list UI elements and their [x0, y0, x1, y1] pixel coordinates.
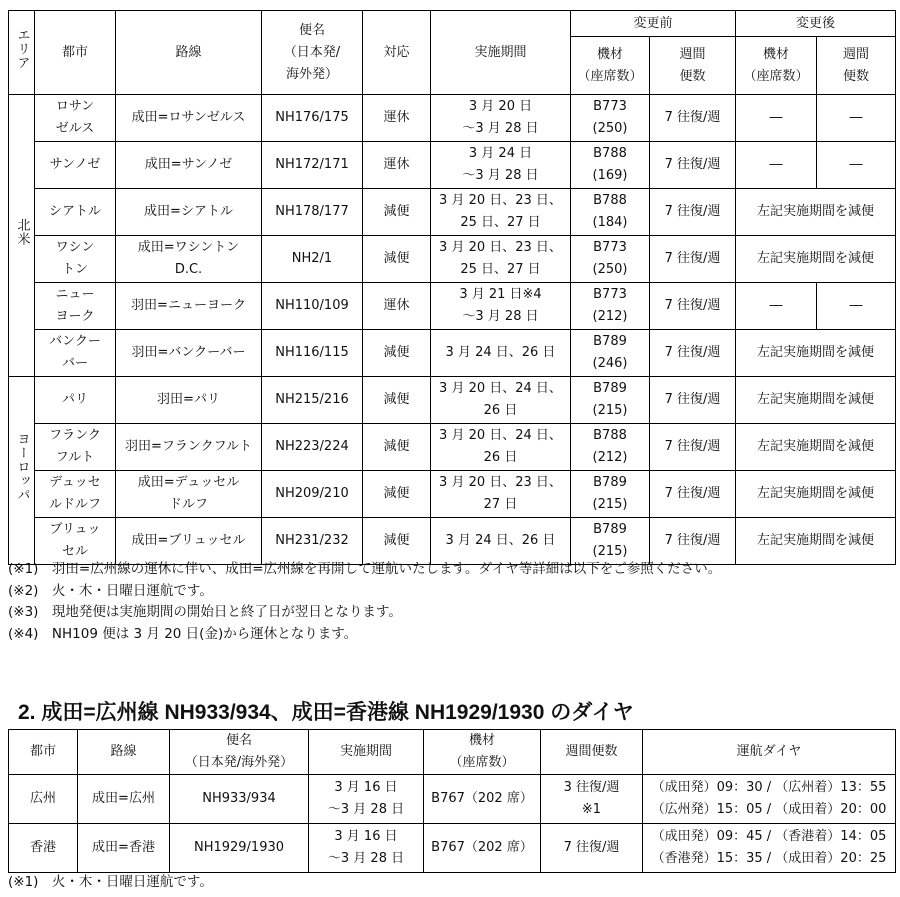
- cell-line: 3 月 20 日、23 日、: [439, 193, 562, 208]
- route-cell: [116, 142, 262, 189]
- cell-line: ～3 月 28 日: [327, 851, 405, 866]
- weekly-cell: 7 往復/週: [650, 471, 736, 518]
- after-change-cell: 左記実施期間を減便: [736, 236, 896, 283]
- equipment-cell: B767（202 席）: [424, 824, 541, 873]
- header-period: 実施期間: [431, 11, 571, 95]
- cell-line: B788: [593, 193, 627, 208]
- footnote: (※1) 羽田=広州線の運休に伴い、成田=広州線を再開して運航いたします。ダイヤ等詳細は以下をご参照ください。: [8, 561, 722, 577]
- header-route: 路線: [78, 730, 170, 775]
- weekly-cell: 7 往復/週: [650, 518, 736, 565]
- city-cell: [35, 377, 116, 424]
- cell-line: フルト: [55, 450, 95, 465]
- city-cell: [35, 330, 116, 377]
- cell-line: B789: [593, 475, 627, 490]
- period-cell: [309, 775, 424, 824]
- cell-line: 3 月 20 日: [468, 99, 533, 114]
- cell-line: 26 日: [483, 450, 518, 465]
- cell-line: 3 月 16 日: [334, 829, 398, 844]
- table-row: [9, 377, 896, 424]
- cell-line: トン: [61, 262, 88, 277]
- footnote: (※1) 火・木・日曜日運航です。: [8, 874, 213, 890]
- action-cell: 運休: [363, 95, 431, 142]
- after-equipment-cell: ―: [736, 142, 817, 189]
- cell-line: 3 月 21 日※4: [459, 287, 542, 302]
- action-cell: 運休: [363, 142, 431, 189]
- cell-line: 成田=ロサンゼルス: [131, 110, 246, 125]
- schedule-table: [8, 729, 896, 873]
- after-weekly-cell: ―: [817, 95, 896, 142]
- after-equipment-cell: ―: [736, 283, 817, 330]
- cell-line: (246): [592, 356, 628, 371]
- after-weekly-cell: ―: [817, 283, 896, 330]
- cell-line: B773: [593, 99, 627, 114]
- cell-line: B773: [593, 240, 627, 255]
- header-city: 都市: [35, 11, 116, 95]
- table-row: [9, 518, 896, 565]
- action-cell: 減便: [363, 471, 431, 518]
- cell-line: ドルフ: [168, 497, 208, 512]
- cell-line: 羽田=パリ: [157, 392, 220, 407]
- cell-line: フランク: [49, 428, 101, 443]
- after-equipment-cell: ―: [736, 95, 817, 142]
- period-cell: [431, 283, 571, 330]
- schedule-body: [9, 775, 896, 873]
- equipment-cell: [571, 471, 650, 518]
- city-cell: [35, 142, 116, 189]
- header-after-equipment: 機材 （座席数）: [736, 37, 817, 95]
- period-cell: [309, 824, 424, 873]
- footnotes-schedule: [8, 872, 213, 894]
- header-flight: 便名 （日本発/ 海外発）: [262, 11, 363, 95]
- cell-line: 7 往復/週: [563, 840, 620, 855]
- equipment-cell: [571, 95, 650, 142]
- table-row: [9, 95, 896, 142]
- header-period: 実施期間: [309, 730, 424, 775]
- flight-cell: NH172/171: [262, 142, 363, 189]
- city-cell: [35, 283, 116, 330]
- schedule-cell: [643, 824, 896, 873]
- cell-line: ロサン: [55, 99, 95, 114]
- action-cell: 減便: [363, 189, 431, 236]
- header-equipment: 機材 （座席数）: [424, 730, 541, 775]
- cell-line: (212): [592, 450, 628, 465]
- cell-line: バンクー: [49, 334, 101, 349]
- cell-line: 羽田=フランクフルト: [124, 439, 253, 454]
- flight-cell: NH1929/1930: [170, 824, 309, 873]
- cell-line: D.C.: [174, 262, 203, 277]
- cell-line: バー: [61, 356, 88, 371]
- cell-line: (250): [592, 121, 628, 136]
- weekly-cell: 7 往復/週: [650, 283, 736, 330]
- area-label: 北米: [14, 217, 30, 246]
- equipment-cell: [571, 283, 650, 330]
- table-row: [9, 142, 896, 189]
- city-cell: [35, 518, 116, 565]
- cell-line: B789: [593, 522, 627, 537]
- route-cell: [116, 471, 262, 518]
- after-change-cell: 左記実施期間を減便: [736, 424, 896, 471]
- weekly-cell: 7 往復/週: [650, 330, 736, 377]
- equipment-cell: [571, 236, 650, 283]
- equipment-cell: [571, 189, 650, 236]
- area-cell: [9, 377, 35, 565]
- cell-line: (250): [592, 262, 628, 277]
- weekly-cell: 7 往復/週: [650, 424, 736, 471]
- cell-line: (215): [592, 403, 628, 418]
- cell-line: B788: [593, 428, 627, 443]
- area-label: ヨーロッパ: [14, 431, 30, 502]
- cell-line: 成田=サンノゼ: [144, 157, 233, 172]
- cell-line: 3 月 20 日、24 日、: [439, 428, 562, 443]
- footnote: (※2) 火・木・日曜日運航です。: [8, 582, 213, 599]
- route-cell: 成田=香港: [78, 824, 170, 873]
- cell-line: B789: [593, 381, 627, 396]
- action-cell: 運休: [363, 283, 431, 330]
- cell-line: ワシン: [55, 240, 95, 255]
- cell-line: 3 月 16 日: [334, 780, 398, 795]
- route-cell: [116, 377, 262, 424]
- after-change-cell: 左記実施期間を減便: [736, 189, 896, 236]
- table-row: [9, 189, 896, 236]
- cell-line: 羽田=バンクーバー: [131, 345, 246, 360]
- cell-line: 3 月 20 日、23 日、: [439, 475, 562, 490]
- action-cell: 減便: [363, 330, 431, 377]
- period-cell: [431, 471, 571, 518]
- city-cell: 香港: [9, 824, 78, 873]
- cell-line: ～3 月 28 日: [462, 121, 539, 136]
- header-before-weekly: 週間 便数: [650, 37, 736, 95]
- cell-line: B789: [593, 334, 627, 349]
- route-cell: [116, 330, 262, 377]
- cell-line: （広州発）15：05 / （成田着）20：00: [651, 802, 887, 817]
- header-route: 路線: [116, 11, 262, 95]
- cell-line: (215): [592, 497, 628, 512]
- cell-line: ブリュッ: [49, 522, 101, 537]
- cell-line: パリ: [61, 392, 88, 407]
- after-change-cell: 左記実施期間を減便: [736, 518, 896, 565]
- cell-line: （香港発）15：35 / （成田着）20：25: [651, 851, 887, 866]
- period-cell: [431, 236, 571, 283]
- cell-line: 3 月 24 日、26 日: [445, 533, 556, 548]
- route-cell: [116, 424, 262, 471]
- flight-cell: NH178/177: [262, 189, 363, 236]
- cell-line: 27 日: [483, 497, 518, 512]
- route-cell: [116, 236, 262, 283]
- period-cell: [431, 424, 571, 471]
- weekly-cell: 7 往復/週: [650, 189, 736, 236]
- cell-line: 26 日: [483, 403, 518, 418]
- cell-line: ニュー: [55, 287, 95, 302]
- table-row: [9, 283, 896, 330]
- cell-line: 羽田=ニューヨーク: [131, 298, 246, 313]
- equipment-cell: [571, 518, 650, 565]
- action-cell: 減便: [363, 518, 431, 565]
- footnote: (※3) 現地発便は実施期間の開始日と終了日が翌日となります。: [8, 604, 402, 620]
- route-cell: [116, 518, 262, 565]
- action-cell: 減便: [363, 377, 431, 424]
- cell-line: （成田発）09：45 / （香港着）14：05: [651, 829, 887, 844]
- cell-line: シアトル: [48, 204, 101, 219]
- flight-cell: NH223/224: [262, 424, 363, 471]
- weekly-cell: 7 往復/週: [650, 377, 736, 424]
- schedule-cell: [643, 775, 896, 824]
- header-schedule: 運航ダイヤ: [643, 730, 896, 775]
- after-change-cell: 左記実施期間を減便: [736, 377, 896, 424]
- cell-line: ヨーク: [55, 309, 95, 324]
- route-cell: [116, 283, 262, 330]
- flight-cell: NH933/934: [170, 775, 309, 824]
- header-weekly: 週間便数: [541, 730, 643, 775]
- action-cell: 減便: [363, 236, 431, 283]
- flight-change-body: [9, 95, 896, 565]
- route-cell: [116, 95, 262, 142]
- after-change-cell: 左記実施期間を減便: [736, 471, 896, 518]
- after-change-cell: 左記実施期間を減便: [736, 330, 896, 377]
- equipment-cell: [571, 142, 650, 189]
- cell-line: 3 月 24 日、26 日: [445, 345, 556, 360]
- cell-line: 成田=ワシントン: [137, 240, 240, 255]
- weekly-cell: 7 往復/週: [650, 95, 736, 142]
- route-cell: [116, 189, 262, 236]
- flight-cell: NH176/175: [262, 95, 363, 142]
- equipment-cell: B767（202 席）: [424, 775, 541, 824]
- flight-cell: NH215/216: [262, 377, 363, 424]
- flight-cell: NH116/115: [262, 330, 363, 377]
- equipment-cell: [571, 377, 650, 424]
- flight-cell: NH110/109: [262, 283, 363, 330]
- table-row: [9, 471, 896, 518]
- cell-line: 3 月 24 日: [468, 146, 533, 161]
- header-before-equipment: 機材 （座席数）: [571, 37, 650, 95]
- city-cell: [35, 424, 116, 471]
- weekly-cell: [541, 824, 643, 873]
- cell-line: ～3 月 28 日: [462, 168, 539, 183]
- cell-line: (215): [592, 544, 628, 559]
- period-cell: [431, 95, 571, 142]
- period-cell: [431, 142, 571, 189]
- weekly-cell: [541, 775, 643, 824]
- cell-line: サンノゼ: [49, 157, 101, 172]
- flight-cell: NH2/1: [262, 236, 363, 283]
- table-row: [9, 775, 896, 824]
- city-cell: [35, 189, 116, 236]
- flight-cell: NH231/232: [262, 518, 363, 565]
- cell-line: (169): [592, 168, 628, 183]
- equipment-cell: [571, 330, 650, 377]
- period-cell: [431, 518, 571, 565]
- cell-line: 成田=デュッセル: [137, 475, 240, 490]
- cell-line: B788: [593, 146, 627, 161]
- period-cell: [431, 189, 571, 236]
- cell-line: ～3 月 28 日: [327, 802, 405, 817]
- cell-line: (212): [592, 309, 628, 324]
- city-cell: [35, 236, 116, 283]
- weekly-cell: 7 往復/週: [650, 236, 736, 283]
- cell-line: 25 日、27 日: [460, 262, 541, 277]
- action-cell: 減便: [363, 424, 431, 471]
- cell-line: セル: [61, 544, 88, 559]
- after-weekly-cell: ―: [817, 142, 896, 189]
- header-after-weekly: 週間 便数: [817, 37, 896, 95]
- footnote: (※4) NH109 便は 3 月 20 日(金)から運休となります。: [8, 625, 358, 642]
- table-row: [9, 330, 896, 377]
- table-row: [9, 824, 896, 873]
- cell-line: 3 往復/週: [563, 780, 620, 795]
- header-flight: 便名 （日本発/海外発）: [170, 730, 309, 775]
- cell-line: ゼルス: [55, 121, 95, 136]
- cell-line: 3 月 20 日、23 日、: [439, 240, 562, 255]
- cell-line: B773: [593, 287, 627, 302]
- header-after: 変更後: [736, 11, 896, 37]
- cell-line: ルドルフ: [48, 497, 101, 512]
- flight-change-table: [8, 10, 896, 565]
- city-cell: [35, 95, 116, 142]
- equipment-cell: [571, 424, 650, 471]
- header-area: エリア: [9, 11, 35, 95]
- weekly-cell: 7 往復/週: [650, 142, 736, 189]
- footnotes: [8, 559, 721, 645]
- period-cell: [431, 330, 571, 377]
- header-action: 対応: [363, 11, 431, 95]
- section-heading: 2. 成田=広州線 NH933/934、成田=香港線 NH1929/1930 のダイヤ: [18, 701, 634, 724]
- table-row: [9, 424, 896, 471]
- table-row: [9, 236, 896, 283]
- cell-line: （成田発）09：30 / （広州着）13：55: [651, 780, 887, 795]
- cell-line: ～3 月 28 日: [462, 309, 539, 324]
- period-cell: [431, 377, 571, 424]
- city-cell: [35, 471, 116, 518]
- cell-line: デュッセ: [49, 475, 101, 490]
- cell-line: 25 日、27 日: [460, 215, 541, 230]
- cell-line: ※1: [581, 802, 602, 817]
- header-before: 変更前: [571, 11, 736, 37]
- header-city: 都市: [9, 730, 78, 775]
- cell-line: 3 月 20 日、24 日、: [439, 381, 562, 396]
- cell-line: (184): [592, 215, 628, 230]
- route-cell: 成田=広州: [78, 775, 170, 824]
- cell-line: 成田=シアトル: [144, 204, 233, 219]
- flight-cell: NH209/210: [262, 471, 363, 518]
- area-cell: [9, 95, 35, 377]
- city-cell: 広州: [9, 775, 78, 824]
- cell-line: 成田=ブリュッセル: [131, 533, 246, 548]
